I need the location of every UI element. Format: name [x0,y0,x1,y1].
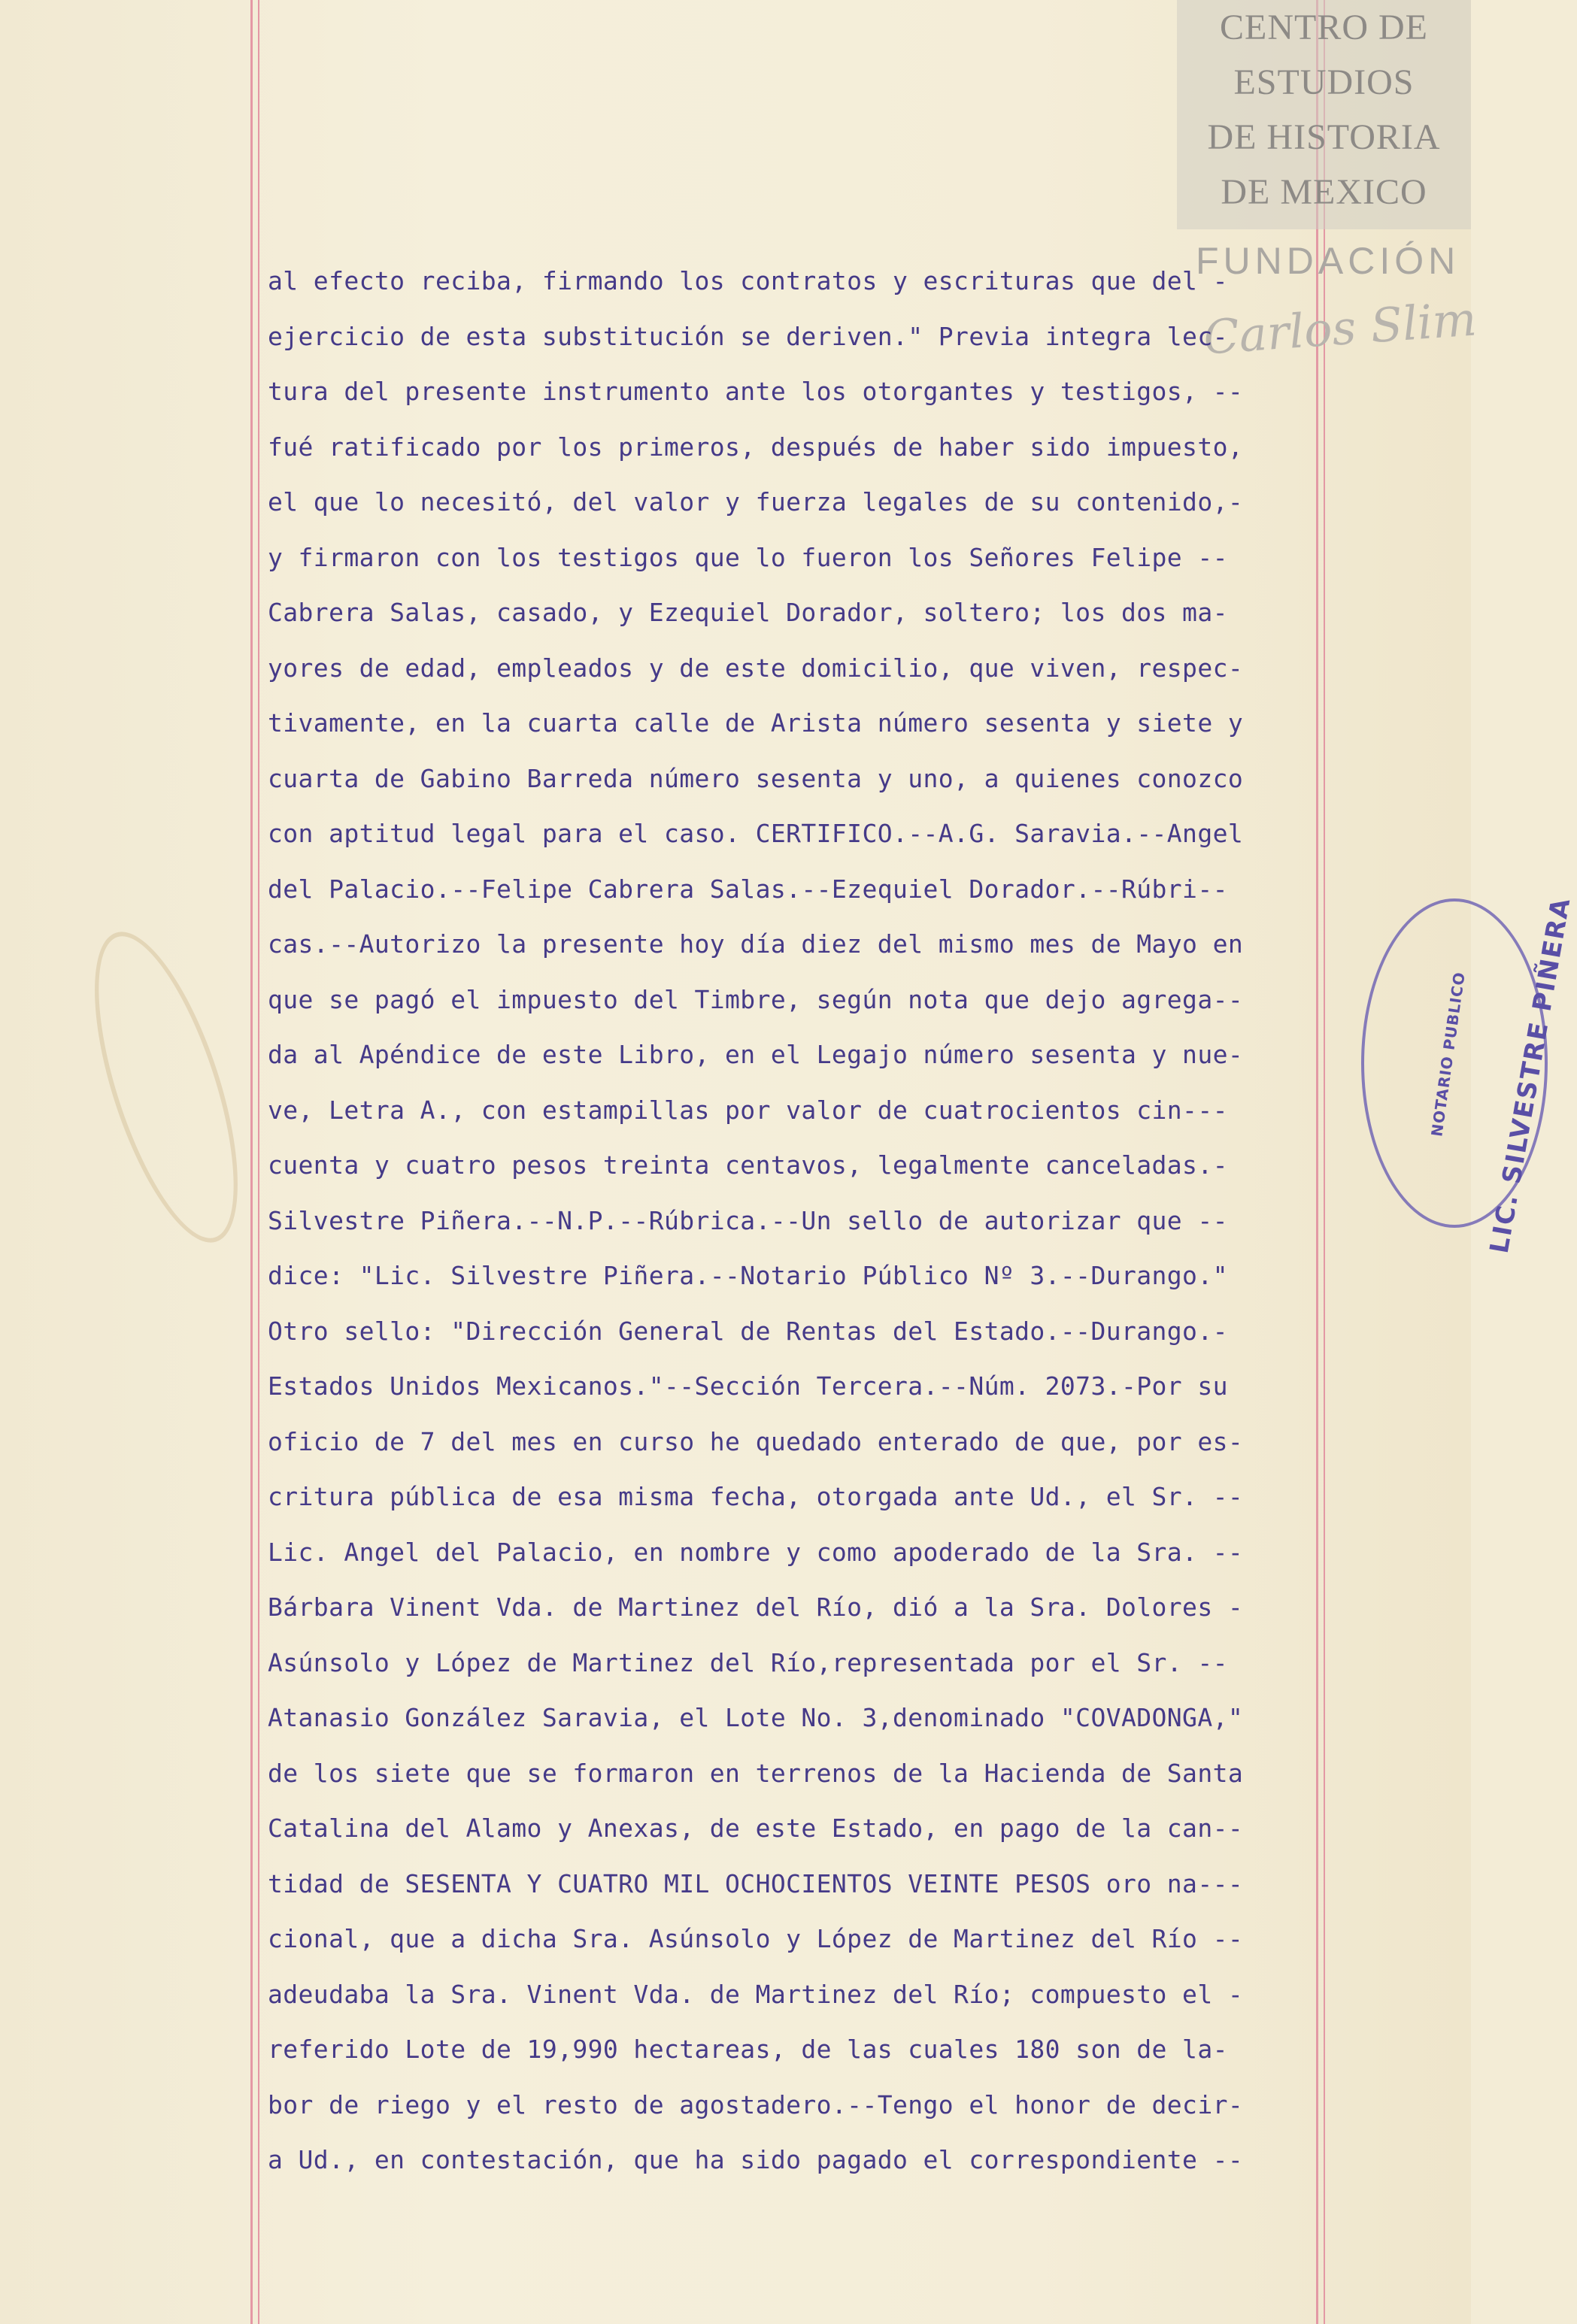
text-line: cas.--Autorizo la presente hoy día diez del mismo mes de Mayo en [268,929,1244,959]
watermark-foundation: FUNDACIÓN [1196,240,1460,282]
text-line: bor de riego y el resto de agostadero.--Tengo el honor de decir- [268,2089,1244,2119]
text-line: adeudaba la Sra. Vinent Vda. de Martinez del Río; compuesto el - [268,1979,1244,2009]
text-line: yores de edad, empleados y de este domicilio, que viven, respec- [268,653,1244,683]
text-line: Bárbara Vinent Vda. de Martinez del Río, dió a la Sra. Dolores - [268,1592,1244,1622]
notary-seal-role: NOTARIO PUBLICO [1427,970,1469,1138]
text-line: cuarta de Gabino Barreda número sesenta y uno, a quienes conozco [268,763,1244,793]
text-line: critura pública de esa misma fecha, otorgada ante Ud., el Sr. -- [268,1482,1244,1511]
text-line: dice: "Lic. Silvestre Piñera.--Notario Público Nº 3.--Durango." [268,1261,1228,1290]
watermark-line: CENTRO DE [1220,8,1428,47]
text-line: con aptitud legal para el caso. CERTIFICO.--A.G. Saravia.--Angel [268,819,1244,848]
text-line: a Ud., en contestación, que ha sido pagado el correspondiente -- [268,2145,1244,2174]
text-line: Asúnsolo y López de Martinez del Río,representada por el Sr. -- [268,1647,1228,1677]
watermark-line: DE MEXICO [1221,172,1427,212]
watermark-signature: Carlos Slim [1201,291,1478,365]
text-line: da al Apéndice de este Libro, en el Legajo número sesenta y nue- [268,1040,1244,1069]
faded-bleed-through-mark [65,917,268,1259]
text-line: cuenta y cuatro pesos treinta centavos, legalmente canceladas.- [268,1150,1228,1180]
text-line: oficio de 7 del mes en curso he quedado enterado de que, por es- [268,1426,1244,1456]
text-line: Catalina del Alamo y Anexas, de este Estado, en pago de la can-- [268,1813,1244,1843]
text-line: que se pagó el impuesto del Timbre, según nota que dejo agrega-- [268,984,1244,1014]
text-line: ejercicio de esta substitución se deriven." Previa integra lec- [268,321,1228,351]
text-line: tivamente, en la cuarta calle de Arista número sesenta y siete y [268,708,1244,738]
text-line: Lic. Angel del Palacio, en nombre y como apoderado de la Sra. -- [268,1537,1244,1567]
archive-watermark [1177,0,1471,229]
text-line: fué ratificado por los primeros, después de haber sido impuesto, [268,432,1244,462]
text-line: el que lo necesitó, del valor y fuerza legales de su contenido,- [268,487,1244,517]
text-line: Cabrera Salas, casado, y Ezequiel Dorador, soltero; los dos ma- [268,598,1228,627]
left-margin-rule-inner [258,0,259,2324]
text-line: y firmaron con los testigos que lo fueron los Señores Felipe -- [268,542,1228,572]
text-line: Estados Unidos Mexicanos."--Sección Tercera.--Núm. 2073.-Por su [268,1371,1228,1401]
text-line: Silvestre Piñera.--N.P.--Rúbrica.--Un sello de autorizar que -- [268,1205,1228,1235]
watermark-line: ESTUDIOS [1233,62,1415,102]
text-line: cional, que a dicha Sra. Asúnsolo y López de Martinez del Río -- [268,1924,1244,1953]
text-line: referido Lote de 19,990 hectareas, de las cuales 180 son de la- [268,2035,1228,2064]
text-line: de los siete que se formaron en terrenos de la Hacienda de Santa [268,1758,1244,1788]
text-line: Otro sello: "Dirección General de Rentas del Estado.--Durango.- [268,1316,1228,1346]
text-line: tura del presente instrumento ante los otorgantes y testigos, -- [268,377,1244,406]
left-margin-rule [250,0,253,2324]
text-line: ve, Letra A., con estampillas por valor de cuatrocientos cin--- [268,1095,1228,1125]
text-line: tidad de SESENTA Y CUATRO MIL OCHOCIENTOS VEINTE PESOS oro na--- [268,1868,1244,1898]
text-line: al efecto reciba, firmando los contratos y escrituras que del - [268,266,1228,295]
document-body [268,253,1328,2188]
notary-seal-name: LIC. SILVESTRE PIÑERA [1484,894,1577,1256]
text-line: Atanasio González Saravia, el Lote No. 3,denominado "COVADONGA," [268,1703,1244,1732]
text-line: del Palacio.--Felipe Cabrera Salas.--Ezequiel Dorador.--Rúbri-- [268,874,1228,904]
watermark-line: DE HISTORIA [1207,117,1441,157]
